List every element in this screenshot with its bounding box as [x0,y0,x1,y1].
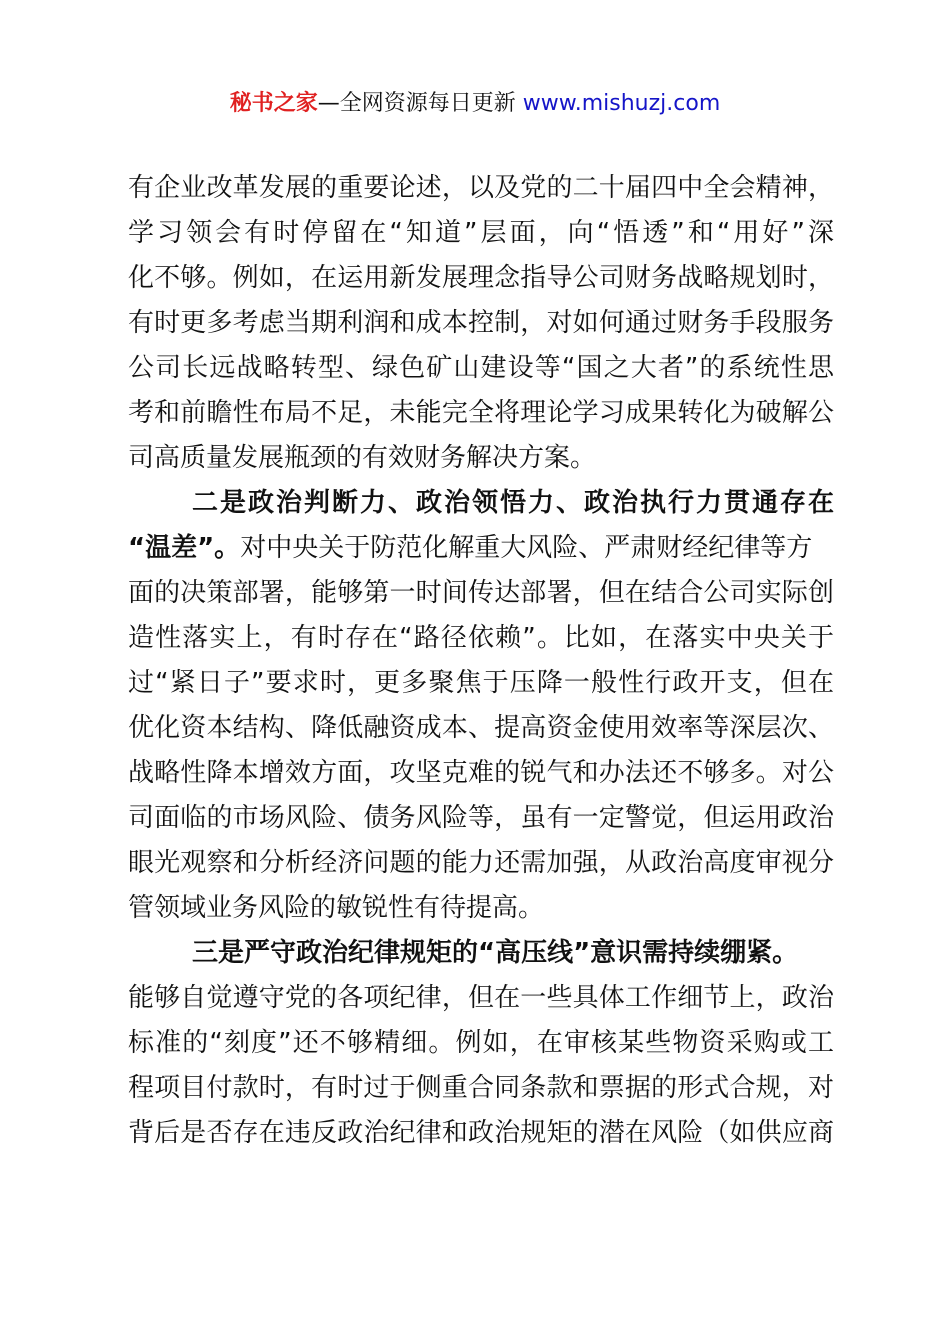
text-line: 战略性降本增效方面，攻坚克难的锐气和办法还不够多。对公 [128,758,834,788]
text-line: 过“紧日子”要求时，更多聚焦于压降一般性行政开支，但在 [128,668,834,698]
paragraph-heading-tail: “温差”。 [128,533,241,563]
text-line: 学习领会有时停留在“知道”层面，向“悟透”和“用好”深 [128,218,834,248]
header-tagline: —全网资源每日更新 [317,91,523,116]
text-line: 程项目付款时，有时过于侧重合同条款和票据的形式合规，对 [128,1073,834,1103]
paragraph-heading: 二是政治判断力、政治领悟力、政治执行力贯通存在 [192,488,834,518]
text-line: 眼光观察和分析经济问题的能力还需加强，从政治高度审视分 [128,848,834,878]
text-line: 化不够。例如，在运用新发展理念指导公司财务战略规划时， [128,263,834,293]
text-line: 有企业改革发展的重要论述，以及党的二十届四中全会精神， [128,173,834,203]
site-url-link[interactable]: www.mishuzj.com [522,91,721,116]
text-line: 优化资本结构、降低融资成本、提高资金使用效率等深层次、 [128,713,834,743]
text-line: 标准的“刻度”还不够精细。例如，在审核某些物资采购或工 [128,1028,834,1058]
brand-name: 秘书之家 [229,91,318,116]
page-header [0,86,950,122]
text-line: 造性落实上，有时存在“路径依赖”。比如，在落实中央关于 [128,623,834,653]
text-line: 面的决策部署，能够第一时间传达部署，但在结合公司实际创 [128,578,834,608]
text-line: 能够自觉遵守党的各项纪律，但在一些具体工作细节上，政治 [128,983,834,1013]
text-line: 司高质量发展瓶颈的有效财务解决方案。 [128,443,597,473]
text-line [128,526,834,571]
text-line: 管领域业务风险的敏锐性有待提高。 [128,893,545,923]
paragraph-heading: 三是严守政治纪律规矩的“高压线”意识需持续绷紧。 [192,938,799,968]
text-line: 司面临的市场风险、债务风险等，虽有一定警觉，但运用政治 [128,803,834,833]
text-line: 背后是否存在违反政治纪律和政治规矩的潜在风险（如供应商 [128,1118,834,1148]
text-line: 考和前瞻性布局不足，未能完全将理论学习成果转化为破解公 [128,398,834,428]
text-line: 公司长远战略转型、绿色矿山建设等“国之大者”的系统性思 [128,353,834,383]
text-line: 有时更多考虑当期利润和成本控制，对如何通过财务手段服务 [128,308,834,338]
document-body [128,166,834,1156]
text-segment: 对中央关于防范化解重大风险、严肃财经纪律等方 [240,533,813,563]
